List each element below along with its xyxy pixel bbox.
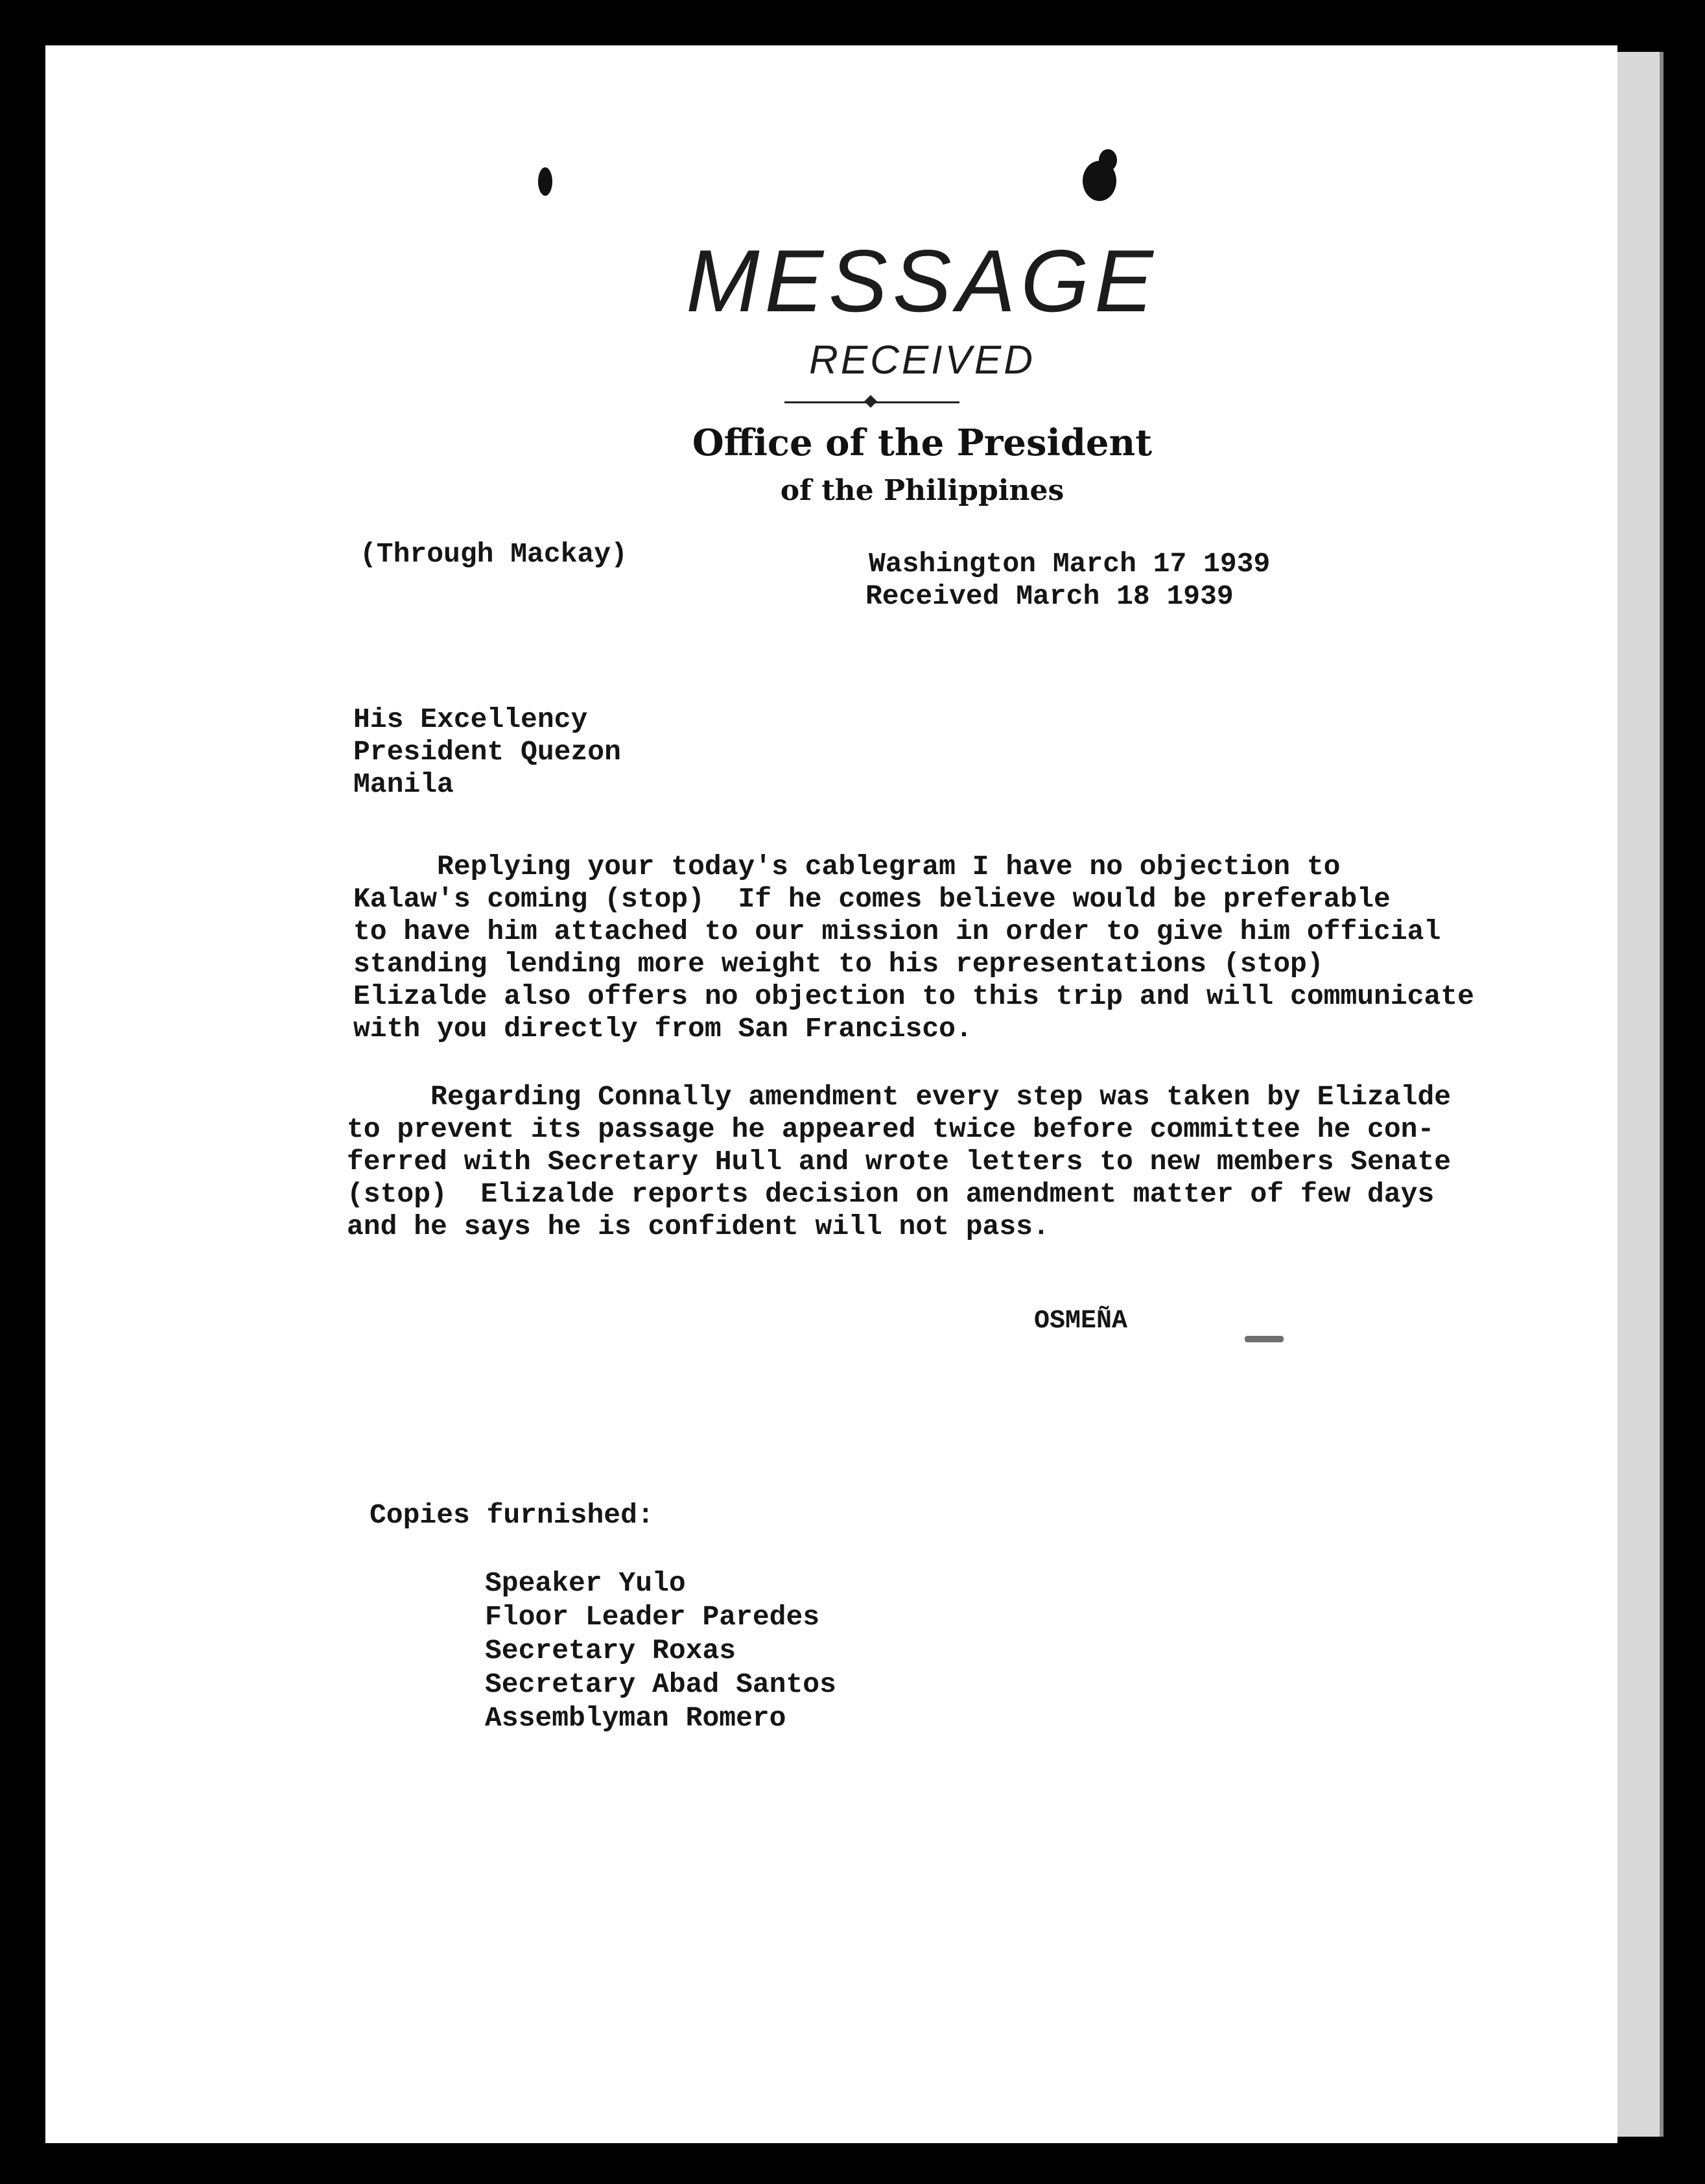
ink-spot [538,167,552,196]
body-line: Regarding Connally amendment every step was taken by Elizalde [347,1081,1452,1113]
copies-recipient: Secretary Roxas [485,1635,736,1667]
letterhead-title: MESSAGE [686,231,1158,330]
copies-recipient: Secretary Abad Santos [485,1668,836,1700]
signature: OSMEÑA [1034,1307,1128,1336]
letterhead-subtitle: RECEIVED [809,338,1035,383]
ink-spot [1099,149,1117,171]
body-line: with you directly from San Francisco. [353,1013,972,1045]
body-line: Replying your today's cablegram I have no objection to [353,851,1341,883]
document-page [45,45,1617,2143]
addressee-line: Manila [353,768,454,800]
body-line: and he says he is confident will not pass. [347,1211,1050,1242]
ink-smudge [1245,1336,1284,1342]
body-line: to prevent its passage he appeared twice before committee he con- [347,1113,1435,1145]
received-date: Received March 18 1939 [865,580,1234,612]
routing-note: (Through Mackay) [360,538,628,570]
letterhead-ornament [864,395,877,408]
addressee-line: President Quezon [353,736,621,768]
addressee-line: His Excellency [353,704,588,735]
copies-label: Copies furnished: [370,1499,654,1531]
body-line: Elizalde also offers no objection to this trip and will communicate [353,980,1474,1012]
copies-recipient: Floor Leader Paredes [485,1601,820,1633]
body-line: ferred with Secretary Hull and wrote letters to new members Senate [347,1146,1452,1178]
body-line: to have him attached to our mission in order to give him official [353,916,1441,947]
office-name: Office of the President [692,421,1153,464]
copies-recipient: Speaker Yulo [485,1567,686,1599]
office-name-country: of the Philippines [780,474,1064,507]
copies-recipient: Assemblyman Romero [485,1702,786,1734]
body-line: (stop) Elizalde reports decision on amendment matter of few days [347,1178,1435,1210]
body-line: standing lending more weight to his representations (stop) [353,948,1324,980]
origin-date: Washington March 17 1939 [869,548,1271,580]
body-line: Kalaw's coming (stop) If he comes believe would be preferable [353,883,1391,915]
